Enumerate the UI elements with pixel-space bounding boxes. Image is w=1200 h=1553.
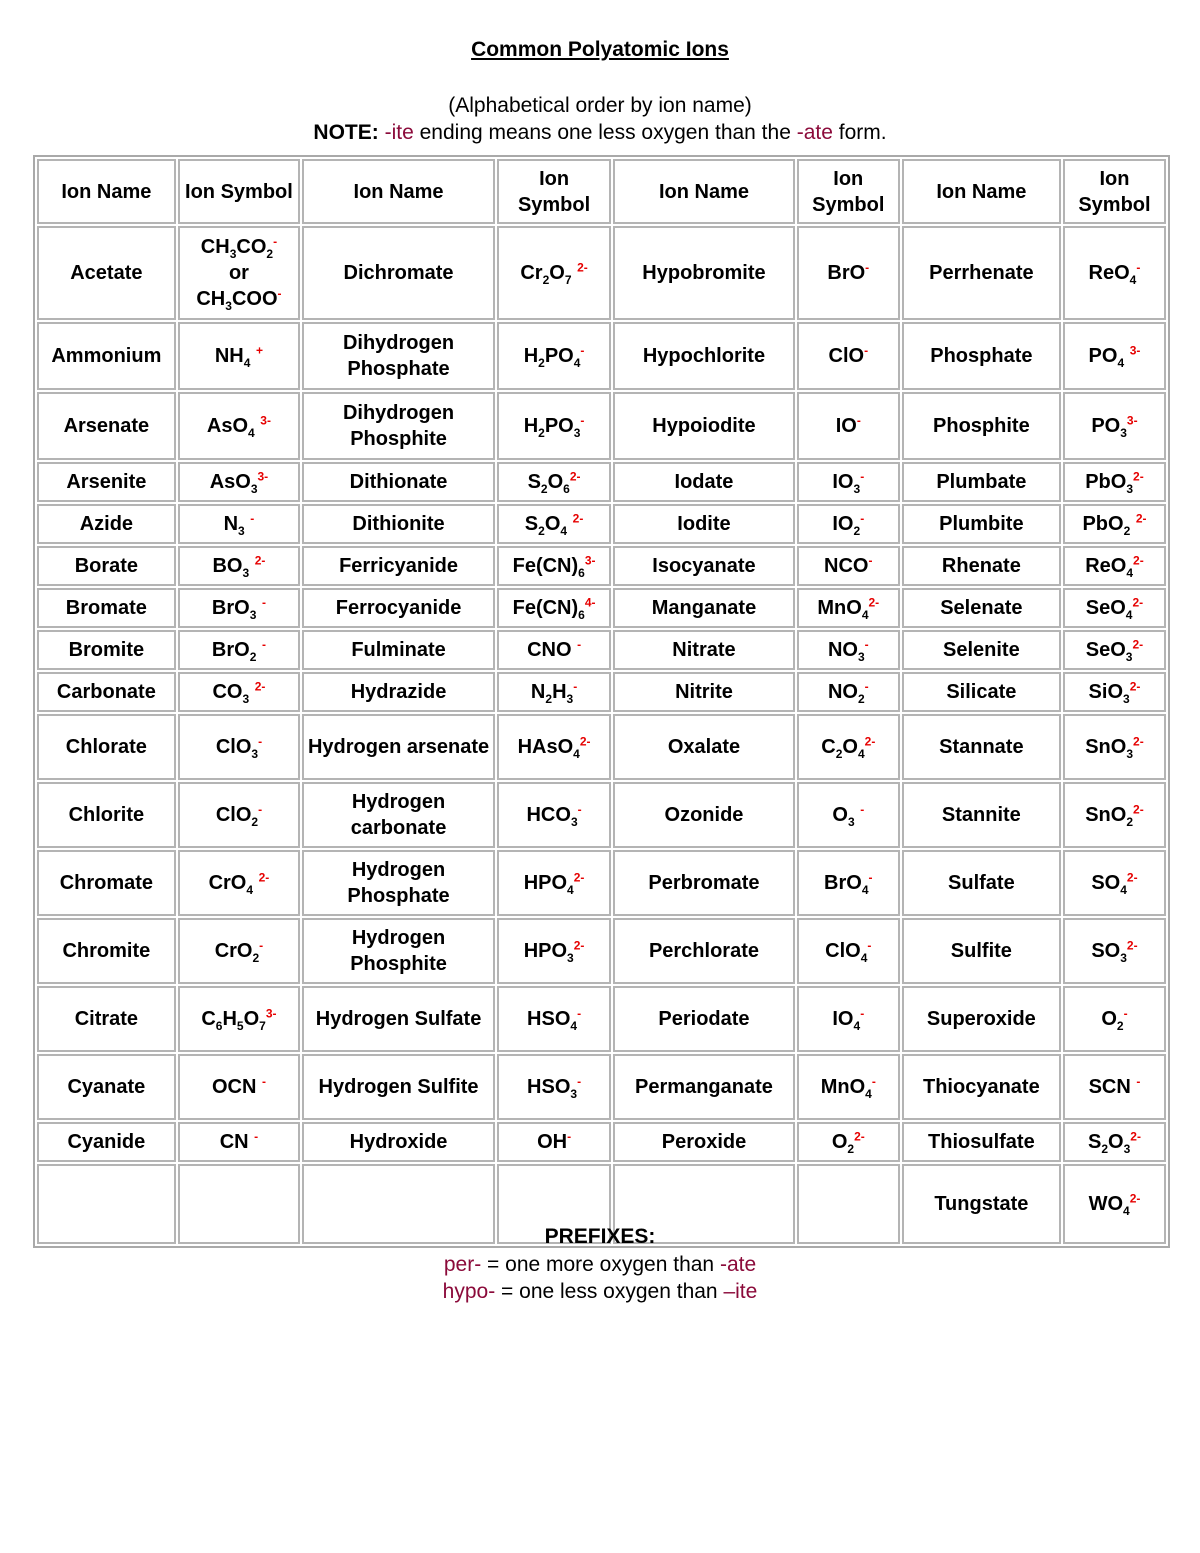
ion-name-cell: Thiosulfate xyxy=(902,1122,1061,1162)
header-ion-name: Ion Name xyxy=(37,159,176,224)
ion-symbol-cell: $HPO_3^{2-}$ xyxy=(497,918,611,984)
ion-name-cell: Perrhenate xyxy=(902,226,1061,320)
ion-symbol-cell: ReO$_4^{2-}$ xyxy=(1063,546,1166,586)
ion-symbol-cell: BrO$_3$ - xyxy=(178,588,300,628)
ion-name-cell: Dihydrogen Phosphite xyxy=(302,392,495,460)
ion-name-cell: Fulminate xyxy=(302,630,495,670)
ion-name-cell: Hydrogen Phosphite xyxy=(302,918,495,984)
ion-symbol-cell: $HSO_3^-$ xyxy=(497,1054,611,1120)
ion-symbol-cell: ClO$_2$- xyxy=(178,782,300,848)
note-mid: ending means one less oxygen than the xyxy=(413,121,797,144)
ion-symbol-cell: ClO- xyxy=(797,322,900,390)
ion-name-cell: Selenate xyxy=(902,588,1061,628)
ion-name-cell: Sulfate xyxy=(902,850,1061,916)
ion-name-cell: Hydrogen carbonate xyxy=(302,782,495,848)
ion-name-cell: Hydrogen Sulfite xyxy=(302,1054,495,1120)
ion-name-cell: Stannate xyxy=(902,714,1061,780)
ion-symbol-cell: $IO_4^-$ xyxy=(797,986,900,1052)
ion-symbol-cell: $PO_4$ $^{3-}$ xyxy=(1063,322,1166,390)
ion-name-cell: Stannite xyxy=(902,782,1061,848)
header-ion-symbol: Ion Symbol xyxy=(1063,159,1166,224)
ion-symbol-cell: $Fe(CN)_6^{4-}$ xyxy=(497,588,611,628)
ion-name-cell: Hypobromite xyxy=(613,226,795,320)
ion-symbol-cell: $NH_4$ + xyxy=(178,322,300,390)
ion-rows xyxy=(37,226,1166,1244)
ion-name-cell: Iodate xyxy=(613,462,795,502)
ion-symbol-cell: NCO- xyxy=(797,546,900,586)
header-ion-name: Ion Name xyxy=(902,159,1061,224)
prefix-hypo: hypo- xyxy=(442,1280,496,1303)
ion-name-cell: Silicate xyxy=(902,672,1061,712)
ion-name-cell: Ferricyanide xyxy=(302,546,495,586)
ion-symbol-cell: ClO$_3$- xyxy=(178,714,300,780)
prefixes-heading: PREFIXES: xyxy=(544,1225,656,1248)
ion-symbol-cell: BrO$_4$- xyxy=(797,850,900,916)
prefix-per-text: = one more oxygen than xyxy=(481,1253,720,1276)
note-end: form. xyxy=(832,121,887,144)
ion-name-cell: Hydrogen Sulfate xyxy=(302,986,495,1052)
ion-name-cell: Citrate xyxy=(37,986,176,1052)
ion-symbol-cell: OH- xyxy=(497,1122,611,1162)
ion-symbol-cell: $S_2O_6^{2-}$ xyxy=(497,462,611,502)
ion-symbol-cell: $O_2^{2-}$ xyxy=(797,1122,900,1162)
ion-symbol-cell: SnO$_2^{2-}$ xyxy=(1063,782,1166,848)
ion-name-cell: Nitrate xyxy=(613,630,795,670)
ion-symbol-cell: $SO_4^{2-}$ xyxy=(1063,850,1166,916)
table-row xyxy=(37,782,1166,848)
ion-symbol-cell: ClO$_4$- xyxy=(797,918,900,984)
ion-name-cell: Carbonate xyxy=(37,672,176,712)
ion-symbol-cell: MnO$_4$- xyxy=(797,1054,900,1120)
note-ate: -ate xyxy=(796,121,833,144)
ion-symbol-cell: $NO_2^-$ xyxy=(797,672,900,712)
prefix-per: per- xyxy=(443,1253,482,1276)
header-ion-name: Ion Name xyxy=(613,159,795,224)
header-ion-symbol: Ion Symbol xyxy=(797,159,900,224)
ion-symbol-cell: MnO$_4^{2-}$ xyxy=(797,588,900,628)
ion-name-cell: Hypochlorite xyxy=(613,322,795,390)
ion-symbol-cell: OCN - xyxy=(178,1054,300,1120)
ion-symbol-cell: SiO$_3^{2-}$ xyxy=(1063,672,1166,712)
ion-symbol-cell: PbO$_2$ $^{2-}$ xyxy=(1063,504,1166,544)
ion-name-cell: Chromite xyxy=(37,918,176,984)
ion-name-cell: Hydrogen arsenate xyxy=(302,714,495,780)
ion-symbol-cell: BrO$_2$ - xyxy=(178,630,300,670)
ion-name-cell: Ammonium xyxy=(37,322,176,390)
ion-name-cell: Dichromate xyxy=(302,226,495,320)
ion-name-cell: Perchlorate xyxy=(613,918,795,984)
ion-name-cell: Periodate xyxy=(613,986,795,1052)
ion-name-cell: Thiocyanate xyxy=(902,1054,1061,1120)
ions-table xyxy=(33,155,1170,1248)
ion-name-cell: Dihydrogen Phosphate xyxy=(302,322,495,390)
note-label: NOTE: xyxy=(313,121,379,144)
ion-name-cell: Plumbate xyxy=(902,462,1061,502)
ion-symbol-cell: $CH_3CO_2^-$ or $CH_3COO^-$ xyxy=(178,226,300,320)
table-row xyxy=(37,322,1166,390)
table-row xyxy=(37,462,1166,502)
ion-symbol-cell: SeO$_4^{2-}$ xyxy=(1063,588,1166,628)
ion-name-cell: Perbromate xyxy=(613,850,795,916)
ion-symbol-cell: $Fe(CN)_6^{3-}$ xyxy=(497,546,611,586)
ion-name-cell: Borate xyxy=(37,546,176,586)
ion-name-cell: Hypoiodite xyxy=(613,392,795,460)
ion-name-cell: Oxalate xyxy=(613,714,795,780)
ion-symbol-cell: $Cr_2O_7$ $^{2-}$ xyxy=(497,226,611,320)
ion-symbol-cell: HAsO$_4^{2-}$ xyxy=(497,714,611,780)
ion-symbol-cell: PbO$_3^{2-}$ xyxy=(1063,462,1166,502)
table-row xyxy=(37,392,1166,460)
ion-symbol-cell: AsO$_3^{3-}$ xyxy=(178,462,300,502)
ion-symbol-cell: $NO_3^-$ xyxy=(797,630,900,670)
ion-symbol-cell: $HPO_4^{2-}$ xyxy=(497,850,611,916)
ion-symbol-cell: $BO_3$ $^{2-}$ xyxy=(178,546,300,586)
ion-symbol-cell: $CO_3$ $^{2-}$ xyxy=(178,672,300,712)
page-subtitle: (Alphabetical order by ion name) xyxy=(448,94,752,117)
table-row xyxy=(37,504,1166,544)
ion-name-cell: Tungstate xyxy=(902,1164,1061,1244)
ion-symbol-cell: $O_3$ - xyxy=(797,782,900,848)
ion-symbol-cell: $N_3$ - xyxy=(178,504,300,544)
table-row xyxy=(37,918,1166,984)
prefix-hypo-suffix: –ite xyxy=(723,1280,758,1303)
ion-symbol-cell: $O_2^-$ xyxy=(1063,986,1166,1052)
ion-name-cell: Phosphite xyxy=(902,392,1061,460)
ion-name-cell: Azide xyxy=(37,504,176,544)
ion-name-cell: Hydrazide xyxy=(302,672,495,712)
ion-symbol-cell: BrO- xyxy=(797,226,900,320)
prefix-per-suffix: -ate xyxy=(719,1253,757,1276)
table-row xyxy=(37,1054,1166,1120)
ion-symbol-cell: SCN - xyxy=(1063,1054,1166,1120)
ion-name-cell: Superoxide xyxy=(902,986,1061,1052)
header-ion-symbol: Ion Symbol xyxy=(497,159,611,224)
ion-symbol-cell: $HSO_4^-$ xyxy=(497,986,611,1052)
ion-symbol-cell: IO- xyxy=(797,392,900,460)
note xyxy=(0,121,1200,145)
prefix-hypo-text: = one less oxygen than xyxy=(495,1280,724,1303)
ion-name-cell: Permanganate xyxy=(613,1054,795,1120)
ion-symbol-cell: AsO$_4$ $^{3-}$ xyxy=(178,392,300,460)
header-ion-name: Ion Name xyxy=(302,159,495,224)
ion-symbol-cell: ReO$_4$- xyxy=(1063,226,1166,320)
ion-name-cell: Acetate xyxy=(37,226,176,320)
table-row xyxy=(37,546,1166,586)
ion-symbol-cell: SnO$_3^{2-}$ xyxy=(1063,714,1166,780)
ion-name-cell: Dithionite xyxy=(302,504,495,544)
ion-name-cell: Rhenate xyxy=(902,546,1061,586)
ion-name-cell: Ferrocyanide xyxy=(302,588,495,628)
page-title: Common Polyatomic Ions xyxy=(471,38,729,61)
note-ite: -ite xyxy=(384,121,414,144)
prefix-line-per xyxy=(0,1253,1200,1277)
ion-name-cell: Iodite xyxy=(613,504,795,544)
table-row xyxy=(37,630,1166,670)
ion-symbol-cell: $IO_2^-$ xyxy=(797,504,900,544)
ion-name-cell: Bromite xyxy=(37,630,176,670)
ion-symbol-cell: $HCO_3^-$ xyxy=(497,782,611,848)
table-row xyxy=(37,1122,1166,1162)
ion-name-cell: Hydroxide xyxy=(302,1122,495,1162)
table-row xyxy=(37,226,1166,320)
ion-symbol-cell: $PO_3^{3-}$ xyxy=(1063,392,1166,460)
ion-name-cell: Plumbite xyxy=(902,504,1061,544)
ion-name-cell: Chromate xyxy=(37,850,176,916)
table-row xyxy=(37,672,1166,712)
ion-name-cell: Arsenate xyxy=(37,392,176,460)
ion-symbol-cell: $C_6H_5O_7^{3-}$ xyxy=(178,986,300,1052)
header-row xyxy=(37,159,1166,224)
ion-name-cell: Selenite xyxy=(902,630,1061,670)
ion-symbol-cell: $S_2O_4$ $^{2-}$ xyxy=(497,504,611,544)
ion-symbol-cell: $H_2PO_3^-$ xyxy=(497,392,611,460)
ion-symbol-cell: CNO - xyxy=(497,630,611,670)
ion-name-cell: Phosphate xyxy=(902,322,1061,390)
ion-name-cell: Chlorate xyxy=(37,714,176,780)
ion-name-cell: Isocyanate xyxy=(613,546,795,586)
ion-name-cell: Nitrite xyxy=(613,672,795,712)
ion-name-cell: Arsenite xyxy=(37,462,176,502)
table-row xyxy=(37,850,1166,916)
ion-symbol-cell: $SO_3^{2-}$ xyxy=(1063,918,1166,984)
prefix-line-hypo xyxy=(0,1280,1200,1304)
ion-symbol-cell: $N_2H_3^-$ xyxy=(497,672,611,712)
ion-symbol-cell: $C_2O_4^{2-}$ xyxy=(797,714,900,780)
ion-name-cell: Hydrogen Phosphate xyxy=(302,850,495,916)
ion-name-cell: Sulfite xyxy=(902,918,1061,984)
header-ion-symbol: Ion Symbol xyxy=(178,159,300,224)
ion-symbol-cell: SeO$_3^{2-}$ xyxy=(1063,630,1166,670)
ion-name-cell: Bromate xyxy=(37,588,176,628)
ion-symbol-cell: CrO$_4$ $^{2-}$ xyxy=(178,850,300,916)
ion-name-cell: Manganate xyxy=(613,588,795,628)
ion-name-cell: Cyanide xyxy=(37,1122,176,1162)
ion-symbol-cell: $WO_4^{2-}$ xyxy=(1063,1164,1166,1244)
ion-name-cell: Peroxide xyxy=(613,1122,795,1162)
ion-name-cell: Dithionate xyxy=(302,462,495,502)
table-row xyxy=(37,986,1166,1052)
table-row xyxy=(37,714,1166,780)
ion-name-cell: Chlorite xyxy=(37,782,176,848)
ion-name-cell: Cyanate xyxy=(37,1054,176,1120)
ion-symbol-cell: $IO_3^-$ xyxy=(797,462,900,502)
table-row xyxy=(37,588,1166,628)
ion-symbol-cell: $S_2O_3^{2-}$ xyxy=(1063,1122,1166,1162)
ion-symbol-cell: $H_2PO_4^-$ xyxy=(497,322,611,390)
ion-symbol-cell: CrO$_2$- xyxy=(178,918,300,984)
ion-symbol-cell: CN - xyxy=(178,1122,300,1162)
ion-name-cell: Ozonide xyxy=(613,782,795,848)
